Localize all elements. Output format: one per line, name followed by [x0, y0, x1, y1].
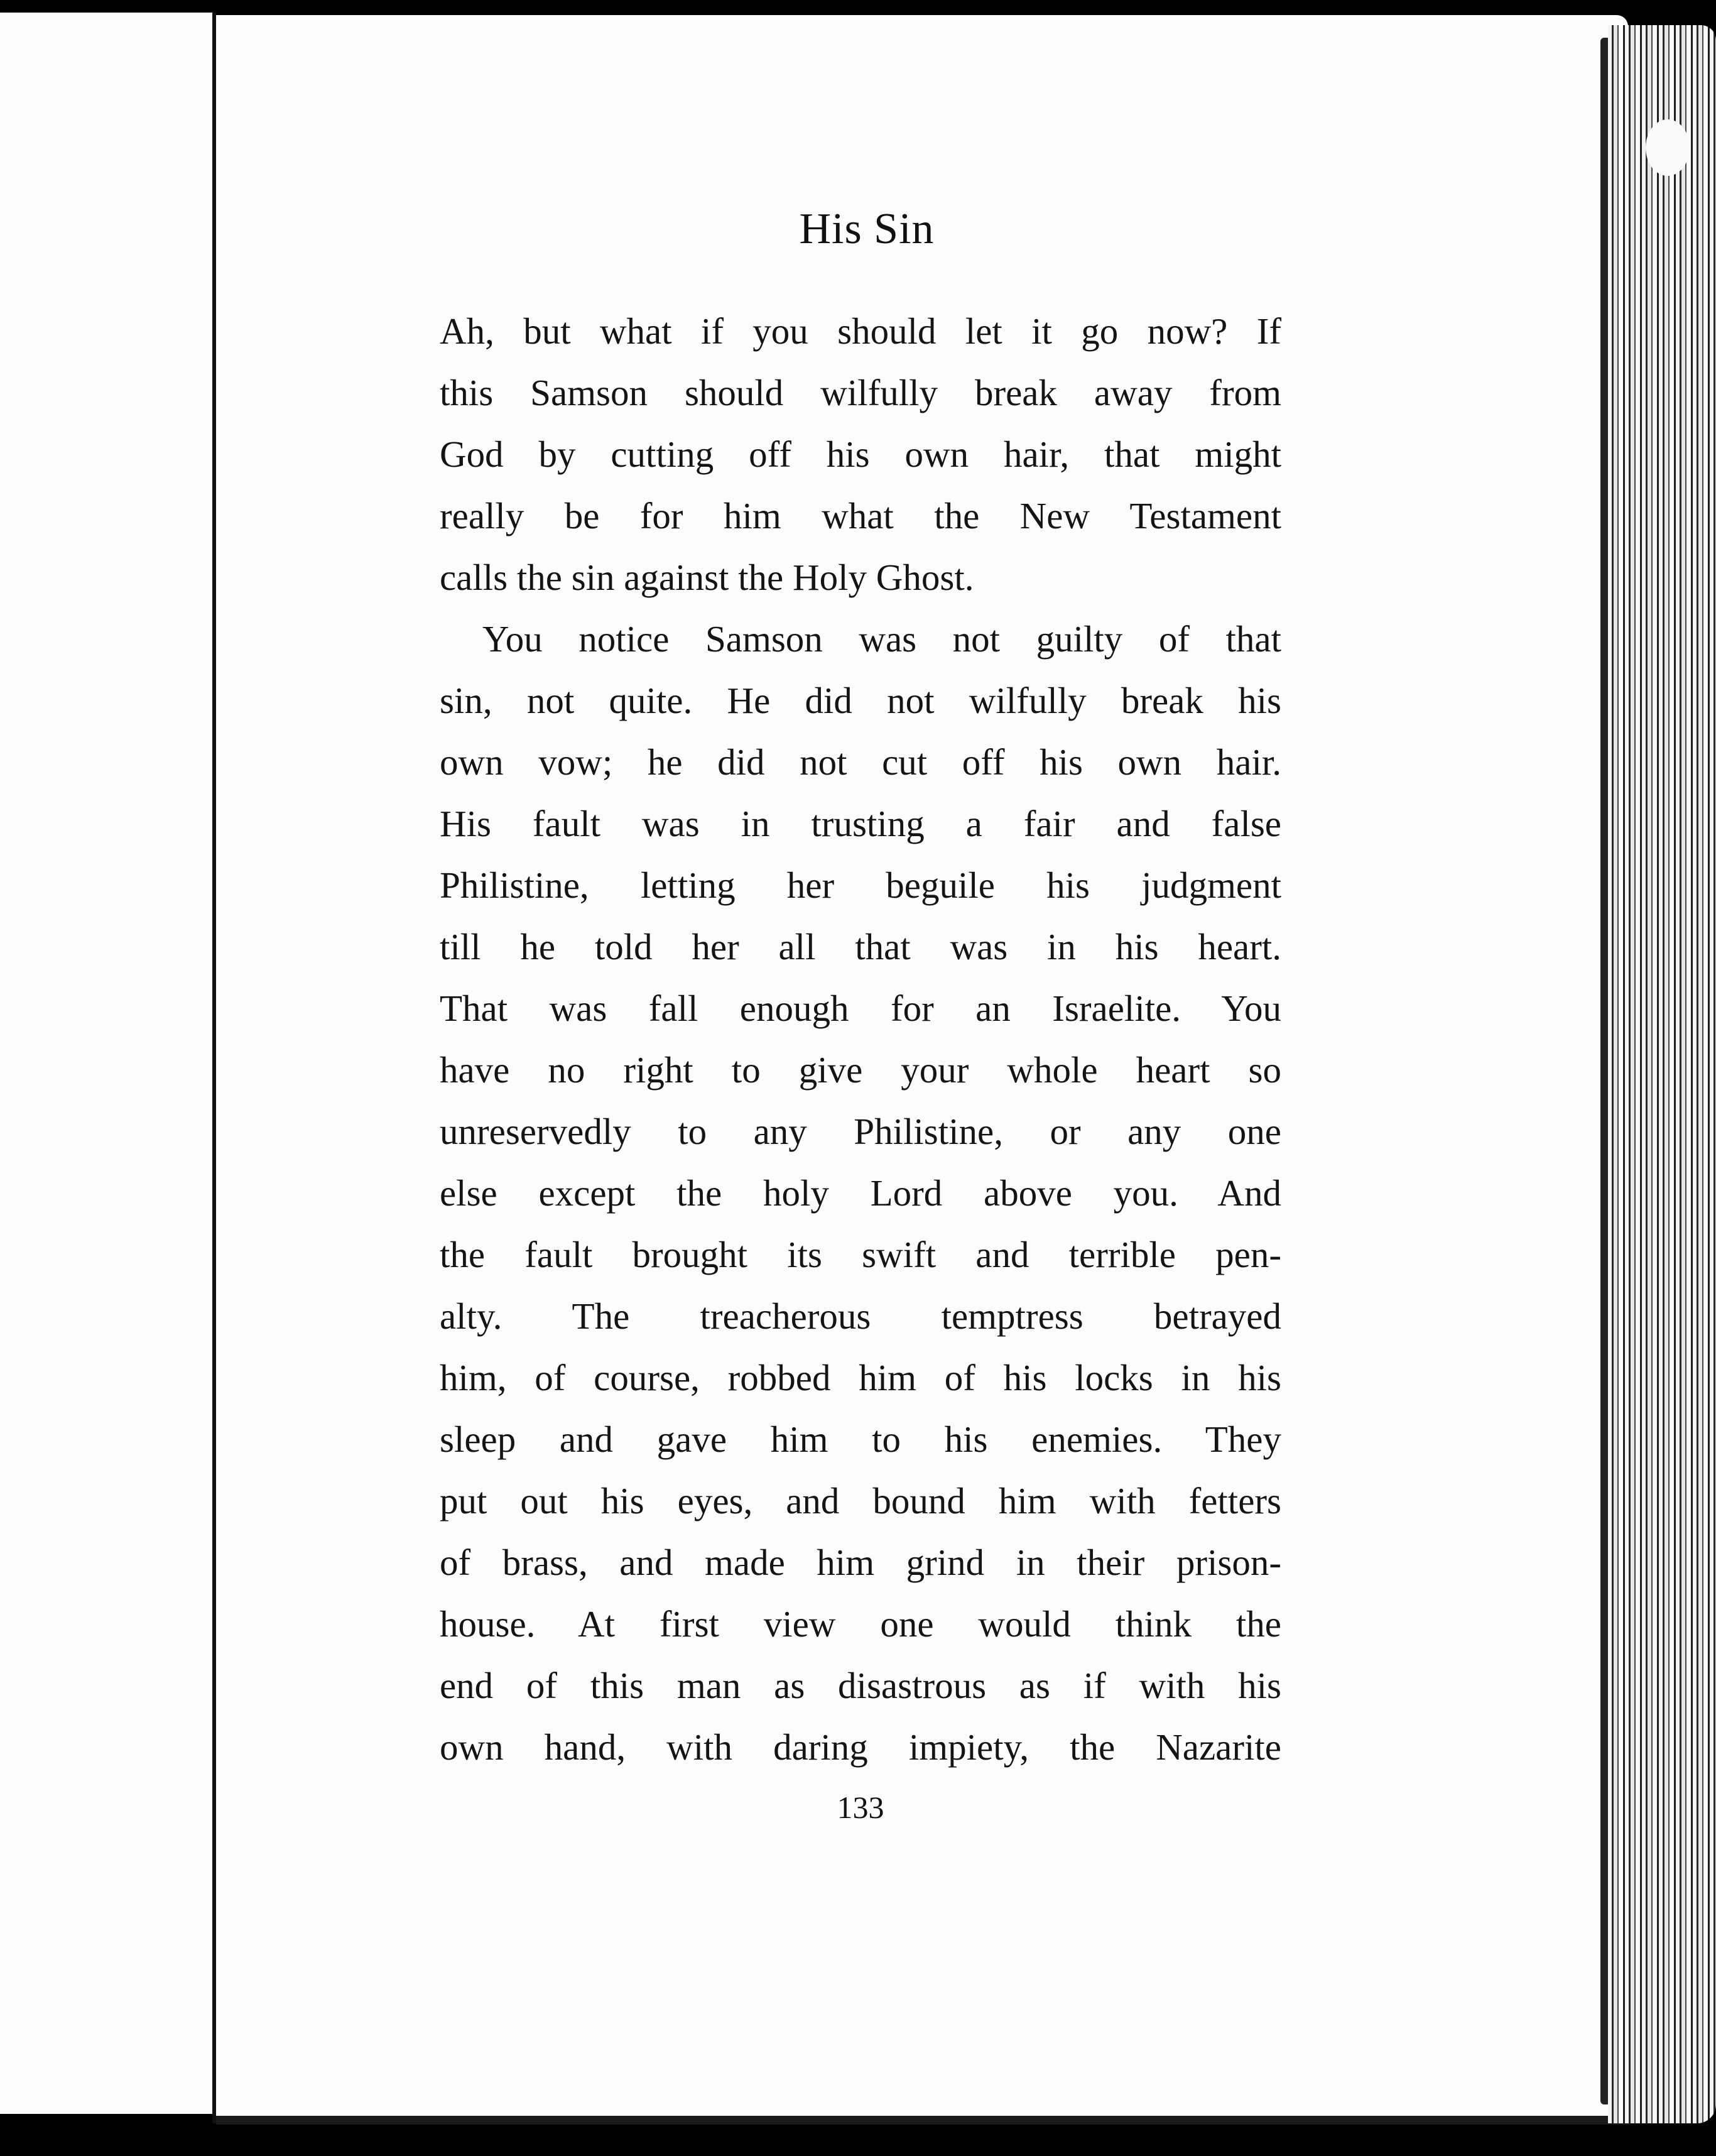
facing-page: [0, 13, 214, 2114]
text-line: till he told her all that was in his heart.: [440, 926, 1281, 967]
text-line: sleep and gave him to his enemies. They: [440, 1418, 1281, 1460]
text-line: the fault brought its swift and terrible pen-: [440, 1234, 1281, 1275]
text-line: That was fall enough for an Israelite. You: [440, 988, 1281, 1029]
text-line: own vow; he did not cut off his own hair.: [440, 741, 1281, 783]
text-line: alty. The treacherous temptress betrayed: [440, 1295, 1281, 1337]
text-line: really be for him what the New Testament: [440, 495, 1281, 536]
text-line: unreservedly to any Philistine, or any one: [440, 1111, 1281, 1152]
page-bottom-edge: [216, 2116, 1629, 2125]
fore-edge-page-stack: [1608, 25, 1716, 2123]
text-line: You notice Samson was not guilty of that: [482, 618, 1281, 660]
text-line: put out his eyes, and bound him with fetters: [440, 1480, 1281, 1522]
text-line: house. At first view one would think the: [440, 1603, 1281, 1645]
text-line: him, of course, robbed him of his locks in his: [440, 1357, 1281, 1398]
text-line: this Samson should wilfully break away from: [440, 372, 1281, 413]
text-line: God by cutting off his own hair, that might: [440, 433, 1281, 475]
text-line: sin, not quite. He did not wilfully break his: [440, 680, 1281, 721]
running-head: His Sin: [799, 205, 935, 253]
page-number: 133: [837, 1790, 884, 1825]
text-line: calls the sin against the Holy Ghost.: [440, 557, 974, 598]
text-line: Ah, but what if you should let it go now? If: [440, 310, 1281, 352]
fore-edge-notch: [1646, 119, 1690, 176]
text-line: Philistine, letting her beguile his judgment: [440, 864, 1281, 906]
text-line: of brass, and made him grind in their prison-: [440, 1542, 1281, 1583]
text-line: own hand, with daring impiety, the Nazarite: [440, 1726, 1281, 1768]
text-line: His fault was in trusting a fair and false: [440, 803, 1281, 844]
text-line: end of this man as disastrous as if with his: [440, 1665, 1281, 1706]
text-line: else except the holy Lord above you. And: [440, 1172, 1281, 1214]
body-text: [440, 300, 1281, 1778]
text-line: have no right to give your whole heart so: [440, 1049, 1281, 1091]
